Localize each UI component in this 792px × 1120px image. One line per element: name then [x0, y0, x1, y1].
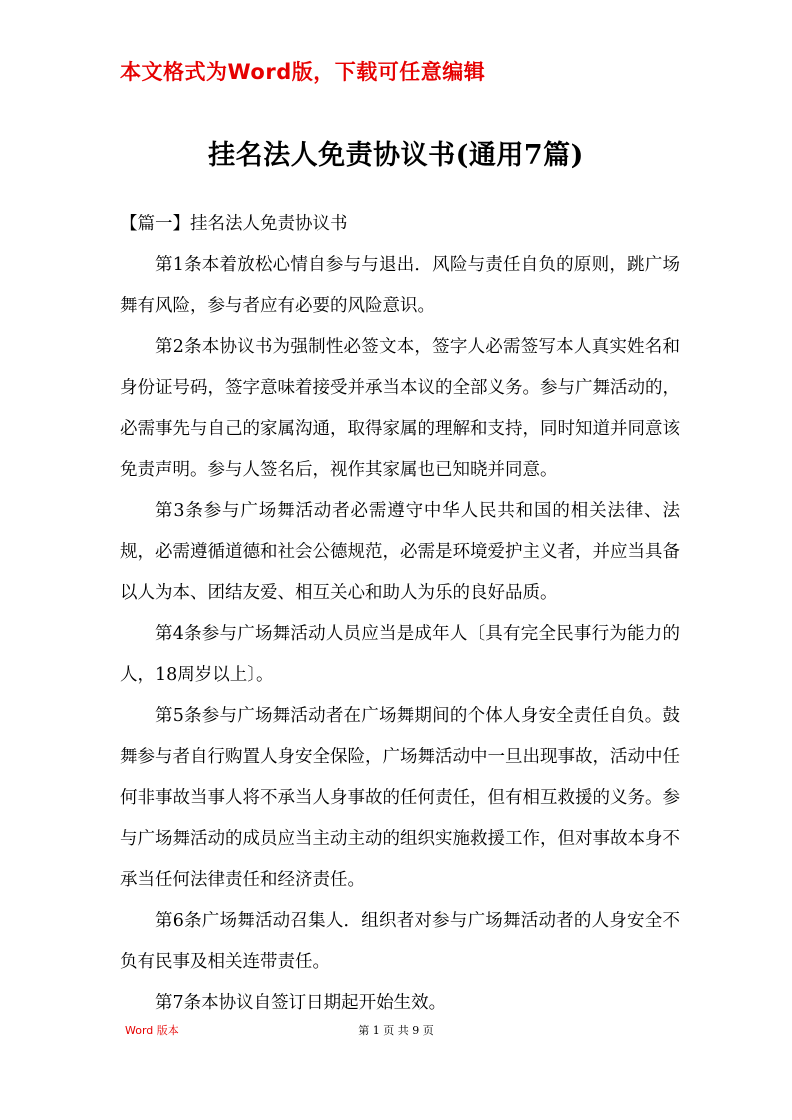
clause-5: 第5条参与广场舞活动者在广场舞期间的个体人身安全责任自负。鼓舞参与者自行购置人身安全保险，广场舞活动中一旦出现事故，活动中任何非事故当事人将不承当人身事故的任何责任，但有相互救援的义务。参与广场舞活动的成员应当主动主动的组织实施救援工作，但对事故本身不承当任何法律责任和经济责任。 [120, 706, 680, 890]
clause-4: 第4条参与广场舞活动人员应当是成年人〔具有完全民事行为能力的人，18周岁以上〕。 [120, 624, 680, 685]
footer-word-label: Word 版本 [125, 1024, 179, 1037]
clause-3: 第3条参与广场舞活动者必需遵守中华人民共和国的相关法律、法规，必需遵循道德和社会公德规范，必需是环境爱护主义者，并应当具备以人为本、团结友爱、相互关心和助人为乐的良好品质。 [120, 501, 680, 603]
document-title: 挂名法人免责协议书(通用7篇) [208, 140, 584, 171]
clause-1: 第1条本着放松心情自参与与退出．风险与责任自负的原则，跳广场舞有风险，参与者应有必要的风险意识。 [120, 255, 680, 316]
page-footer [0, 1022, 792, 1042]
clause-2: 第2条本协议书为强制性必签文本，签字人必需签写本人真实姓名和身份证号码，签字意味着接受并承当本议的全部义务。参与广舞活动的，必需事先与自己的家属沟通，取得家属的理解和支持，同时知道并同意该免责声明。参与人签名后，视作其家属也已知晓并同意。 [120, 337, 680, 480]
page-number: 第 1 页 共 9 页 [358, 1024, 434, 1037]
document-body [120, 204, 680, 1024]
clause-6: 第6条广场舞活动召集人．组织者对参与广场舞活动者的人身安全不负有民事及相关连带责任。 [120, 911, 680, 972]
section-heading: 【篇一】挂名法人免责协议书 [120, 214, 348, 234]
download-banner: 本文格式为Word版，下载可任意编辑 [120, 60, 486, 84]
clause-7: 第7条本协议自签订日期起开始生效。 [155, 993, 447, 1013]
